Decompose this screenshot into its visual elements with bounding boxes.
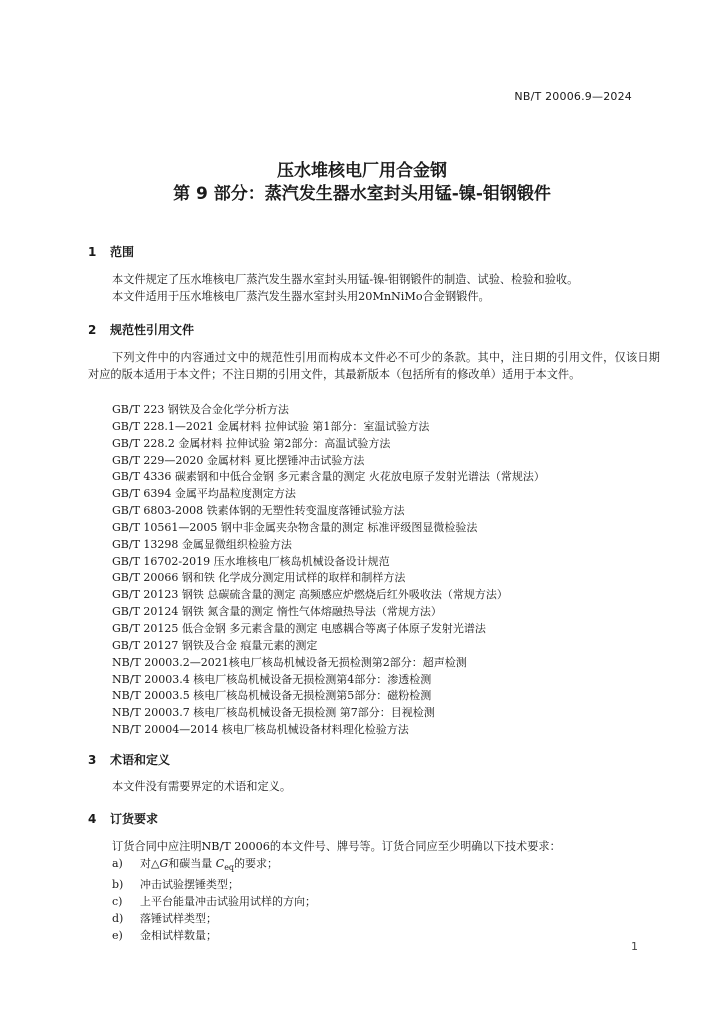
delta-g-symbol: G [159,857,169,870]
reference-item: GB/T 4336 碳素钢和中低合金钢 多元素含量的测定 火花放电原子发射光谱法（常规法） [112,470,545,484]
normative-intro [88,350,660,383]
section-title: 术语和定义 [110,753,171,767]
item-text: 冲击试验摆锤类型； [140,878,239,892]
section-1-heading [88,243,134,260]
ordering-intro-paragraph: 订货合同中应注明NB/T 20006的本文件号、牌号等。订货合同应至少明确以下技术要求： [112,840,561,853]
reference-item: GB/T 223 钢铁及合金化学分析方法 [112,403,289,416]
item-text: 金相试样数量； [140,929,217,943]
list-marker: b) [112,878,124,892]
document-title-line2: 第 9 部分：蒸汽发生器水室封头用锰-镍-钼钢锻件 [173,184,551,204]
reference-item: GB/T 10561—2005 钢中非金属夹杂物含量的测定 标准评级图显微检验法 [112,520,478,534]
section-number: 1 [88,245,97,259]
reference-item: NB/T 20003.2—2021核电厂核岛机械设备无损检测第2部分：超声检测 [112,655,467,669]
section-number: 4 [88,812,97,826]
reference-item: NB/T 20003.5 核电厂核岛机械设备无损检测第5部分：磁粉检测 [112,689,432,703]
terms-body [88,779,660,796]
document-title-line1: 压水堆核电厂用合金钢 [277,161,447,181]
reference-item: GB/T 228.1—2021 金属材料 拉伸试验 第1部分：室温试验方法 [112,419,430,433]
ordering-item-c [112,893,316,910]
section-3-heading [88,751,170,768]
section-title: 订货要求 [110,812,159,826]
section-title: 规范性引用文件 [110,323,195,337]
reference-item: GB/T 20123 钢铁 总碳硫含量的测定 高频感应炉燃烧后红外吸收法（常规方法） [112,588,508,602]
reference-item: GB/T 20127 钢铁及合金 痕量元素的测定 [112,638,318,652]
item-text-pre: 对△ [140,857,160,870]
item-text: 落锤试样类型； [140,912,217,926]
reference-item: GB/T 20125 低合金钢 多元素含量的测定 电感耦合等离子体原子发射光谱法 [112,621,486,635]
section-title: 范围 [110,245,135,259]
item-text-post: 的要求； [234,857,279,870]
section-number: 2 [88,323,97,337]
item-text-mid: 和碳当量 [168,857,216,870]
reference-item: GB/T 229—2020 金属材料 夏比摆锤冲击试验方法 [112,453,365,467]
reference-item: GB/T 13298 金属显微组织检验方法 [112,537,292,551]
reference-item: GB/T 6394 金属平均晶粒度测定方法 [112,487,296,501]
list-marker: a) [112,857,123,870]
scope-body [88,272,660,305]
reference-item: GB/T 16702-2019 压水堆核电厂核岛机械设备设计规范 [112,554,390,568]
ordering-item-e [112,927,316,944]
ordering-item-a [112,855,316,876]
reference-list [112,402,545,739]
reference-item: GB/T 20066 钢和铁 化学成分测定用试样的取样和制样方法 [112,571,406,585]
carbon-equivalent-symbol: C [215,857,225,870]
reference-item: GB/T 228.2 金属材料 拉伸试验 第2部分：高温试验方法 [112,436,391,450]
terms-paragraph: 本文件没有需要界定的术语和定义。 [112,780,292,793]
list-marker: e) [112,929,123,943]
carbon-equivalent-subscript: eq [224,863,235,873]
ordering-list [112,855,316,944]
item-text: 上平台能量冲击试验用试样的方向； [140,895,316,909]
list-marker: c) [112,895,123,909]
reference-item: GB/T 20124 钢铁 氮含量的测定 惰性气体熔融热导法（常规方法） [112,605,442,619]
section-4-heading [88,810,158,827]
reference-item: GB/T 6803-2008 铁素体钢的无塑性转变温度落锤试验方法 [112,504,405,518]
standard-code: NB/T 20006.9—2024 [514,90,632,103]
ordering-item-b [112,876,316,893]
normative-intro-paragraph: 下列文件中的内容通过文中的规范性引用而构成本文件必不可少的条款。其中，注日期的引用文件，仅该日期对应的版本适用于本文件；不注日期的引用文件，其最新版本（包括所有的修改单）适用于本文件。 [88,351,660,381]
reference-item: NB/T 20004—2014 核电厂核岛机械设备材料理化检验方法 [112,723,409,737]
reference-item: NB/T 20003.4 核电厂核岛机械设备无损检测第4部分：渗透检测 [112,672,432,686]
ordering-item-d [112,910,316,927]
list-marker: d) [112,912,124,926]
scope-paragraph-2: 本文件适用于压水堆核电厂蒸汽发生器水室封头用20MnNiMo合金钢锻件。 [112,289,490,303]
ordering-intro [88,839,660,856]
reference-item: NB/T 20003.7 核电厂核岛机械设备无损检测 第7部分：目视检测 [112,706,435,720]
page-number: 1 [631,940,638,953]
section-2-heading [88,321,194,338]
scope-paragraph-1: 本文件规定了压水堆核电厂蒸汽发生器水室封头用锰-镍-钼钢锻件的制造、试验、检验和验收。 [112,273,579,286]
section-number: 3 [88,753,97,767]
